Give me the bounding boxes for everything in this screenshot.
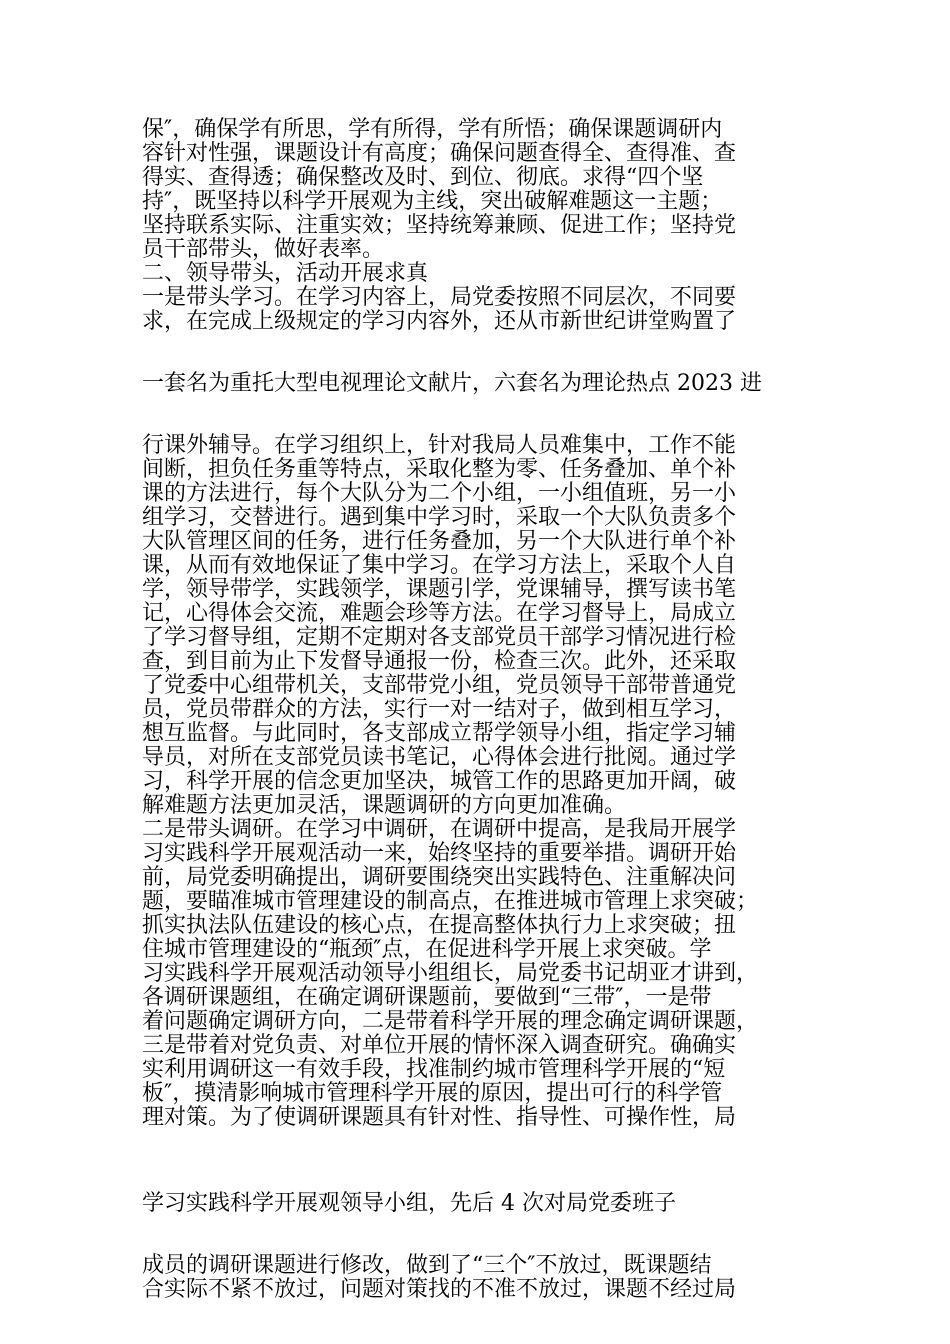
text-line: 成员的调研课题进行修改，做到了“三个″不放过，既课题结 <box>142 1253 712 1278</box>
text-line: 课的方法进行，每个大队分为二个小组，一小组值班，另一小 <box>142 481 737 506</box>
text-line: 板″，摸清影响城市管理科学开展的原因，提出可行的科学管 <box>142 1081 723 1106</box>
text-line: 学，领导带学，实践领学，课题引学，党课辅导，撰写读书笔 <box>142 577 737 602</box>
text-line: 坚持联系实际、注重实效；坚持统筹兼顾、促进工作；坚持党 <box>142 213 737 238</box>
text-line: 三是带着对党负责、对单位开展的情怀深入调查研究。确确实 <box>142 1033 737 1058</box>
text-line: 着问题确定调研方向，二是带着科学开展的理念确定调研课题， <box>142 1009 759 1034</box>
text-line: 理对策。为了使调研课题具有针对性、指导性、可操作性，局 <box>142 1105 737 1130</box>
text-line: 得实、查得透；确保整改及时、到位、彻底。求得“四个坚 <box>142 165 704 190</box>
text-line: 求，在完成上级规定的学习内容外，还从市新世纪讲堂购置了 <box>142 309 737 334</box>
text-line: 间断，担负任务重等特点，采取化整为零、任务叠加、单个补 <box>142 457 737 482</box>
text-line: 容针对性强，课题设计有高度；确保问题查得全、查得准、查 <box>142 141 737 166</box>
text-line: 题，要瞄准城市管理建设的制高点，在推进城市管理上求突破； <box>142 889 759 914</box>
text-line: 组学习，交替进行。遇到集中学习时，采取一个大队负责多个 <box>142 505 737 530</box>
text-line: 大队管理区间的任务，进行任务叠加，另一个大队进行单个补 <box>142 529 737 554</box>
text-line: 导员，对所在支部党员读书笔记，心得体会进行批阅。通过学 <box>142 745 737 770</box>
text-line: 员，党员带群众的方法，实行一对一结对子，做到相互学习， <box>142 697 737 722</box>
text-line: 课，从而有效地保证了集中学习。在学习方法上，采取个人自 <box>142 553 737 578</box>
text-line: 二是带头调研。在学习中调研，在调研中提高，是我局开展学 <box>142 817 737 842</box>
text-line: 抓实执法队伍建设的核心点，在提高整体执行力上求突破；扭 <box>142 913 737 938</box>
text-line: 实利用调研这一有效手段，找准制约城市管理科学开展的“短 <box>142 1057 726 1082</box>
text-line: 了学习督导组，定期不定期对各支部党员干部学习情况进行检 <box>142 625 737 650</box>
text-line: 查，到目前为止下发督导通报一份，检查三次。此外，还采取 <box>142 649 737 674</box>
text-line: 习实践科学开展观活动领导小组组长，局党委书记胡亚才讲到， <box>142 961 759 986</box>
text-line: 解难题方法更加灵活，课题调研的方向更加准确。 <box>142 793 627 818</box>
text-line: 一是带头学习。在学习内容上，局党委按照不同层次，不同要 <box>142 285 737 310</box>
text-line: 各调研课题组，在确定调研课题前，要做到“三带″，一是带 <box>142 985 712 1010</box>
text-line: 想互监督。与此同时，各支部成立帮学领导小组，指定学习辅 <box>142 721 737 746</box>
text-line: 习，科学开展的信念更加坚决，城管工作的思路更加开阔，破 <box>142 769 737 794</box>
text-line: 前，局党委明确提出，调研要围绕突出实践特色、注重解决问 <box>142 865 737 890</box>
text-line: 记，心得体会交流，难题会珍等方法。在学习督导上，局成立 <box>142 601 737 626</box>
text-line <box>142 1130 812 1154</box>
text-line: 保″，确保学有所思，学有所得，学有所悟；确保课题调研内 <box>142 117 723 142</box>
text-line: 了党委中心组带机关，支部带党小组，党员领导干部带普通党 <box>142 673 737 698</box>
text-line: 习实践科学开展观活动一来，始终坚持的重要举措。调研开始 <box>142 841 737 866</box>
text-line: 合实际不紧不放过，问题对策找的不准不放过，课题不经过局 <box>142 1277 737 1302</box>
text-line: 住城市管理建设的“瓶颈″点，在促进科学开展上求突破。学 <box>142 937 712 962</box>
text-line: 行课外辅导。在学习组织上，针对我局人员难集中，工作不能 <box>142 433 737 458</box>
text-line: 持″，既坚持以科学开展观为主线，突出破解难题这一主题； <box>142 189 723 214</box>
text-line: 员干部带头，做好表率。 <box>142 237 385 262</box>
document-body <box>142 118 812 1302</box>
text-line: 一套名为重托大型电视理论文献片，六套名为理论热点 2023 进 <box>142 371 762 396</box>
text-line: 学习实践科学开展观领导小组，先后 4 次对局党委班子 <box>142 1191 676 1216</box>
section-heading: 二、领导带头，活动开展求真 <box>142 261 429 286</box>
